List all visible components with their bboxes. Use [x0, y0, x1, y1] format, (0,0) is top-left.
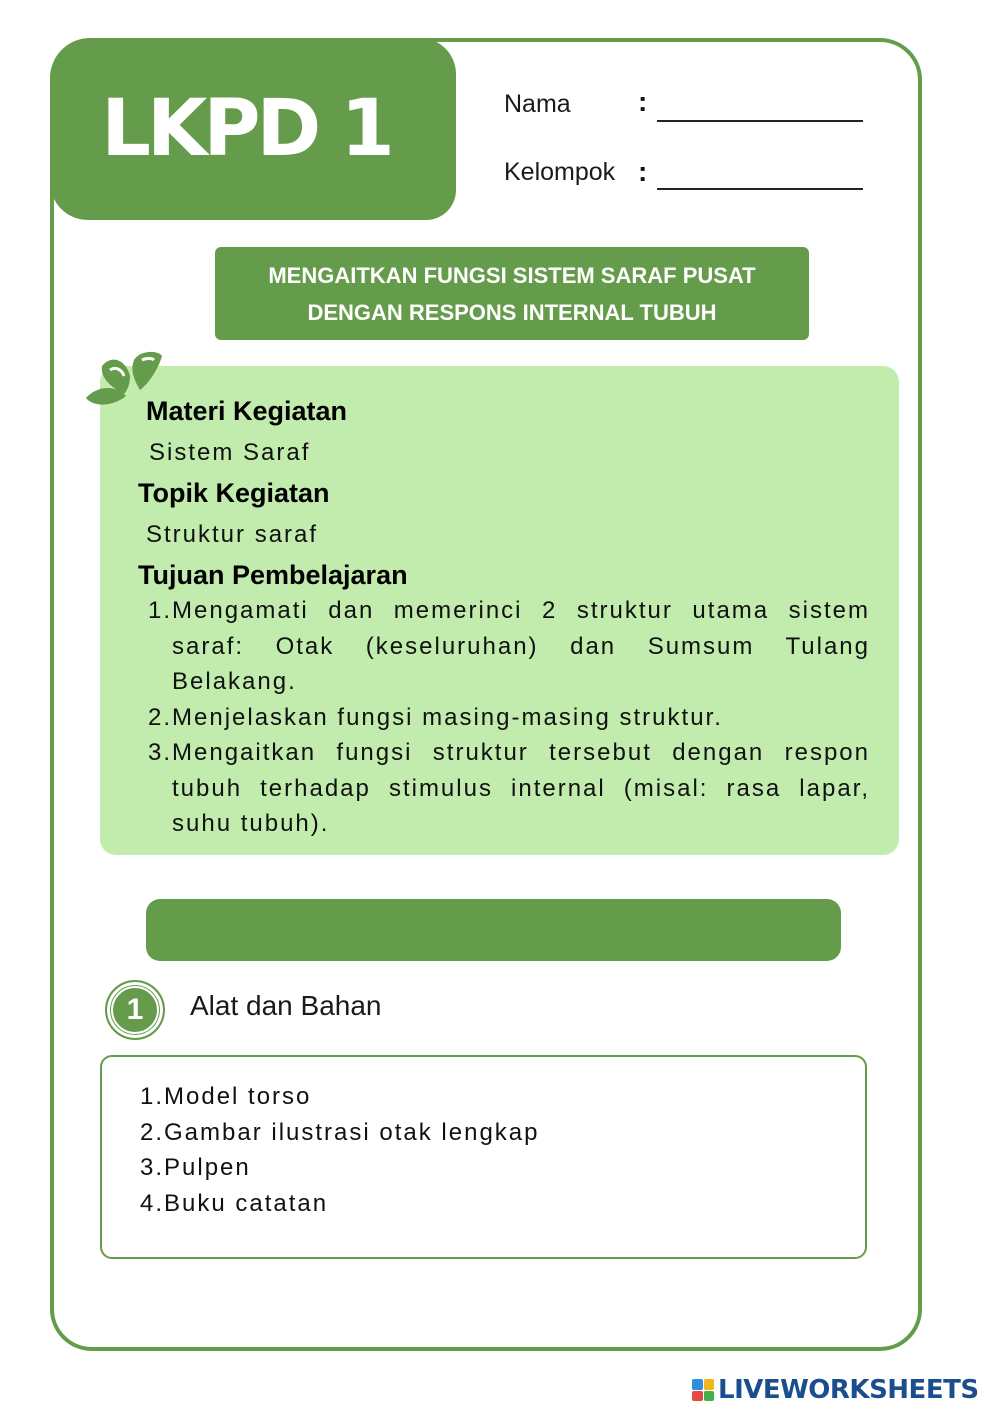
goal-text: Menjelaskan fungsi masing-masing struktur. — [172, 703, 723, 731]
list-item — [140, 593, 870, 700]
title-badge — [50, 38, 456, 220]
goal-number: 2. — [147, 703, 172, 731]
banner-line-2: DENGAN RESPONS INTERNAL TUBUH — [307, 299, 717, 325]
liveworksheets-logo-icon — [692, 1379, 714, 1401]
goal-text: Mengaitkan fungsi struktur tersebut dengan respon tubuh terhadap stimulus internal (misal: rasa lapar, suhu tubuh). — [172, 739, 870, 837]
topik-value: Struktur saraf — [146, 521, 319, 548]
group-field[interactable] — [657, 164, 863, 190]
list-item — [140, 700, 870, 736]
brand-text: LIVEWORKSHEETS — [718, 1375, 979, 1405]
materi-heading: Materi Kegiatan — [146, 396, 348, 426]
goal-text: Mengamati dan memerinci 2 struktur utama sistem saraf: Otak (keseluruhan) dan Sumsum Tulang Belakang. — [172, 597, 870, 695]
banner-line-1: MENGAITKAN FUNGSI SISTEM SARAF PUSAT — [268, 262, 756, 288]
material-text: Pulpen — [164, 1154, 251, 1181]
material-number: 2. — [139, 1118, 164, 1146]
step-title: Alat dan Bahan — [190, 990, 382, 1021]
materi-value: Sistem Saraf — [149, 439, 311, 466]
name-label: Nama — [504, 90, 571, 118]
material-number: 3. — [139, 1154, 164, 1181]
list-item — [140, 735, 870, 842]
worksheet-title: LKPD 1 — [101, 84, 391, 174]
name-colon: : — [638, 86, 648, 117]
step-number: 1 — [111, 986, 159, 1034]
section-bar — [146, 899, 841, 961]
material-number: 4. — [139, 1189, 164, 1217]
topik-heading: Topik Kegiatan — [138, 478, 330, 508]
goal-number: 3. — [147, 739, 172, 766]
material-number: 1. — [139, 1083, 164, 1110]
list-item — [130, 1150, 830, 1186]
list-item — [130, 1186, 830, 1222]
topic-banner — [215, 247, 809, 340]
goal-number: 1. — [147, 597, 172, 624]
list-item — [130, 1079, 830, 1115]
group-label: Kelompok — [504, 158, 616, 186]
list-item — [130, 1115, 830, 1151]
liveworksheets-brand[interactable] — [692, 1374, 979, 1406]
material-text: Buku catatan — [164, 1189, 329, 1217]
tujuan-heading: Tujuan Pembelajaran — [138, 560, 408, 590]
learning-goals-list — [140, 593, 870, 842]
group-colon: : — [638, 156, 648, 187]
material-text: Gambar ilustrasi otak lengkap — [164, 1118, 540, 1146]
material-text: Model torso — [164, 1083, 312, 1110]
step-number-badge — [105, 980, 165, 1040]
name-field[interactable] — [657, 96, 863, 122]
materials-list — [130, 1079, 830, 1221]
